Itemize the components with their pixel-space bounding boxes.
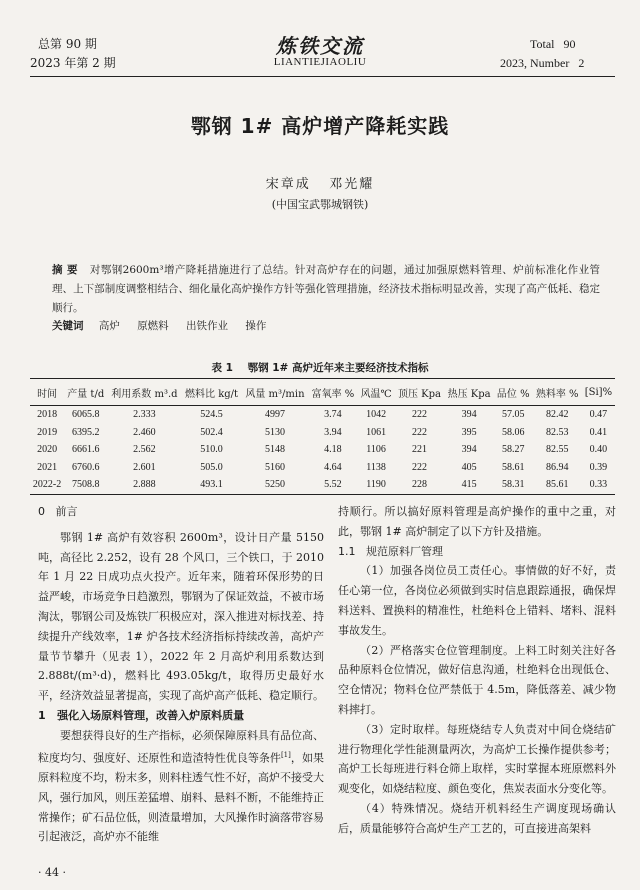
table-cell: 222 xyxy=(411,461,427,473)
table-caption: 表 1 鄂钢 1# 高炉近年来主要经济技术指标 xyxy=(211,362,429,374)
table-cell: 1190 xyxy=(358,476,395,494)
table-header-cell: 品位 % xyxy=(494,379,533,406)
table-cell: 5148 xyxy=(264,444,285,456)
table-cell: 2.888 xyxy=(107,476,181,494)
table-cell: 82.55 xyxy=(545,444,569,456)
table-cell: 395 xyxy=(461,426,477,438)
table-cell: 58.06 xyxy=(501,426,525,438)
table-cell: 2022-2 xyxy=(30,476,64,494)
table-cell: 58.61 xyxy=(501,461,525,473)
journal-pinyin: LIANTIEJIAOLIU xyxy=(273,56,367,68)
section-1-body xyxy=(38,726,324,847)
abstract xyxy=(52,261,600,318)
table-cell: 3.74 xyxy=(324,409,342,421)
measure-item: （3）定时取样。每班烧结专人负责对中间仓烧结矿进行物理化学性能测量两次，为高炉工长操作提供参考；高炉工长每班进行料仓筛上取样，实时掌握本班原燃料外观变化，如烧结粒度、颜色变化，焦炭表面水分变化等。 xyxy=(338,722,616,796)
table-header-cell: 利用系数 m³.d xyxy=(107,379,181,406)
journal-logo: 炼铁交流 xyxy=(276,34,364,58)
table-cell: 2.460 xyxy=(133,426,156,438)
table-header-cell: 顶压 Kpa xyxy=(395,379,445,406)
table-cell: 6661.6 xyxy=(71,444,100,456)
right-column xyxy=(338,502,616,839)
table-cell: 5130 xyxy=(264,426,285,438)
section-0-body: 鄂钢 1# 高炉有效容积 2600m³，设计日产量 5150 吨，高径比 2.252，设有 28 个风口，三个铁口，于 2010 年 1 月 22 日成功点火投产。近年来，随着环保形势的日益严峻，市场竞争日趋激烈，鄂钢为了保证效益，不被市场淘汰，鄂钢公司及炼铁厂积极应对，深入推进对标找差、持续提升产线效率，1# 炉各技术经济指标持续改善，高炉产量节节攀升（见表 1），2022 年 2 月高炉利用系数达到 2.888t/(m³·d)，燃料比 493.05kg/t，取得历史最好水平，经济效益显著提高，实现了高炉高产低耗、稳定顺行。 xyxy=(38,530,324,703)
table-cell: 7508.8 xyxy=(64,476,107,494)
table-cell: 2.601 xyxy=(133,461,156,473)
abstract-label: 摘 要 xyxy=(52,264,78,276)
table-cell: 493.1 xyxy=(181,476,241,494)
issue-number-en: 2023, Number 2 xyxy=(500,56,585,70)
table-row xyxy=(30,441,615,459)
table-cell: 86.94 xyxy=(545,461,569,473)
reference-mark: [1] xyxy=(280,750,291,759)
table-cell: 58.27 xyxy=(501,444,525,456)
table-row xyxy=(30,424,615,442)
table-row xyxy=(30,476,615,494)
table-cell: 222 xyxy=(411,426,427,438)
table-cell: 0.39 xyxy=(589,461,608,473)
table-header-cell: 燃料比 kg/t xyxy=(181,379,241,406)
table-cell: 4997 xyxy=(264,409,285,421)
article-affiliation: (中国宝武鄂城钢铁) xyxy=(271,198,369,211)
table-cell: 1138 xyxy=(366,461,386,473)
section-1-continued: 持顺行。所以搞好原料管理是高炉操作的重中之重，对此，鄂钢 1# 高炉制定了以下方针及措施。 xyxy=(338,505,616,538)
table-header-cell: 富氧率 % xyxy=(308,379,357,406)
keyword: 原燃料 xyxy=(137,320,169,332)
table-cell: 6395.2 xyxy=(71,426,100,438)
section-1-body-part: 要想获得良好的生产指标，必须保障原料具有品位高、粒度均匀、强度好、还原性和造渣特性优良等条件 xyxy=(38,728,324,765)
issue-total-cn: 总第 90 期 xyxy=(38,37,97,51)
measure-item: （1）加强各岗位员工责任心。事情做的好不好，责任心第一位，各岗位必须做到实时信息跟踪通报，确保焊料送料、置换料的精准性，杜绝料仓上错料、堵料、混料事故发生。 xyxy=(338,564,616,637)
table-cell: 2.562 xyxy=(133,444,156,456)
article-authors: 宋章成 邓光耀 xyxy=(265,177,375,192)
article-title: 鄂钢 1# 高炉增产降耗实践 xyxy=(190,114,450,138)
table-cell: 0.47 xyxy=(589,409,608,421)
table-cell: 502.4 xyxy=(200,426,223,438)
table-cell: 524.5 xyxy=(200,409,223,421)
table-cell: 2.333 xyxy=(133,409,156,421)
page-number: · 44 · xyxy=(38,866,66,879)
keyword: 操作 xyxy=(245,320,267,332)
table-cell: 85.61 xyxy=(533,476,582,494)
table-cell: 394 xyxy=(461,444,477,456)
table-cell: 505.0 xyxy=(200,461,223,473)
table-header-cell: 熟料率 % xyxy=(533,379,582,406)
table-cell: 0.33 xyxy=(582,476,615,494)
table-cell: 57.05 xyxy=(501,409,525,421)
table-cell: 2018 xyxy=(37,409,58,421)
measure-item: （4）特殊情况。烧结开机料经生产调度现场确认后，质量能够符合高炉生产工艺的，可直接进高架料 xyxy=(338,801,616,835)
table-cell: 222 xyxy=(411,409,427,421)
left-column xyxy=(38,502,324,847)
table-cell: 2020 xyxy=(37,444,58,456)
table-cell: 82.42 xyxy=(545,409,569,421)
table-cell: 5160 xyxy=(264,461,285,473)
table-cell: 6065.8 xyxy=(71,409,100,421)
issue-total-en: Total 90 xyxy=(530,37,576,51)
table-header-row xyxy=(30,379,615,406)
abstract-text: 对鄂钢2600m³增产降耗措施进行了总结。针对高炉存在的问题，通过加强原燃料管理、炉前标准化作业管理、上下部制度调整相结合、细化量化高炉操作方针等强化管理措施，经济技术指标明显改善，实现了高产低耗、稳定顺行。 xyxy=(52,264,601,314)
keyword: 出铁作业 xyxy=(186,320,229,332)
table-cell: 510.0 xyxy=(200,444,223,456)
table-cell: 82.53 xyxy=(545,426,569,438)
table-header-cell: 风温℃ xyxy=(358,379,395,406)
keyword: 高炉 xyxy=(98,320,120,332)
table-cell: 2019 xyxy=(37,426,58,438)
table-cell: 6760.6 xyxy=(71,461,100,473)
table-cell: 5.52 xyxy=(308,476,357,494)
table-cell: 3.94 xyxy=(324,426,342,438)
indicators-table xyxy=(30,378,615,495)
table-cell: 1106 xyxy=(366,444,386,456)
table-header-cell: [Si]% xyxy=(582,379,615,406)
table-cell: 4.64 xyxy=(324,461,342,473)
table-cell: 221 xyxy=(411,444,427,456)
measure-item: （2）严格落实仓位管理制度。上料工时刻关注好各品种原料仓位情况，做好信息沟通，杜绝料仓出现低仓、空仓情况；物料仓位严禁低于 4.5m，降低落差、减少物料摔打。 xyxy=(338,643,616,716)
section-1-heading: 1 强化入场原料管理，改善入炉原料质量 xyxy=(38,708,245,722)
issue-number-cn: 2023 年第 2 期 xyxy=(30,56,116,70)
table-cell: 2021 xyxy=(37,461,58,473)
table-cell: 394 xyxy=(461,409,477,421)
table-header-cell: 热压 Kpa xyxy=(444,379,494,406)
keywords xyxy=(52,317,600,336)
table-cell: 228 xyxy=(395,476,445,494)
table-cell: 0.40 xyxy=(589,444,608,456)
table-row xyxy=(30,459,615,477)
table-cell: 1061 xyxy=(366,426,387,438)
table-header-cell: 风量 m³/min xyxy=(242,379,309,406)
table-cell: 4.18 xyxy=(324,444,342,456)
table-cell: 1042 xyxy=(366,409,387,421)
table-cell: 5250 xyxy=(242,476,309,494)
section-1-body-part: ，如果原料粒度不均，粉末多，则料柱透气性不好，高炉不接受大风，强行加风，则压差猛增、崩料、悬料不断，不能维持正常操作；矿石品位低，则渣量增加，大风操作时滴落带容易引起液泛，高炉亦不能维 xyxy=(38,751,325,844)
table-cell: 415 xyxy=(444,476,494,494)
section-0-heading: 0 前言 xyxy=(38,505,78,518)
table-header-cell: 产量 t/d xyxy=(64,379,107,406)
table-header-cell: 时间 xyxy=(30,379,64,406)
table-cell: 405 xyxy=(461,461,477,473)
header-rule xyxy=(30,76,615,77)
keywords-label: 关键词 xyxy=(52,320,84,332)
table-cell: 58.31 xyxy=(494,476,533,494)
subsection-1-1-heading: 1.1 规范原料厂管理 xyxy=(338,544,443,558)
table-row xyxy=(30,406,615,424)
table-cell: 0.41 xyxy=(589,426,608,438)
